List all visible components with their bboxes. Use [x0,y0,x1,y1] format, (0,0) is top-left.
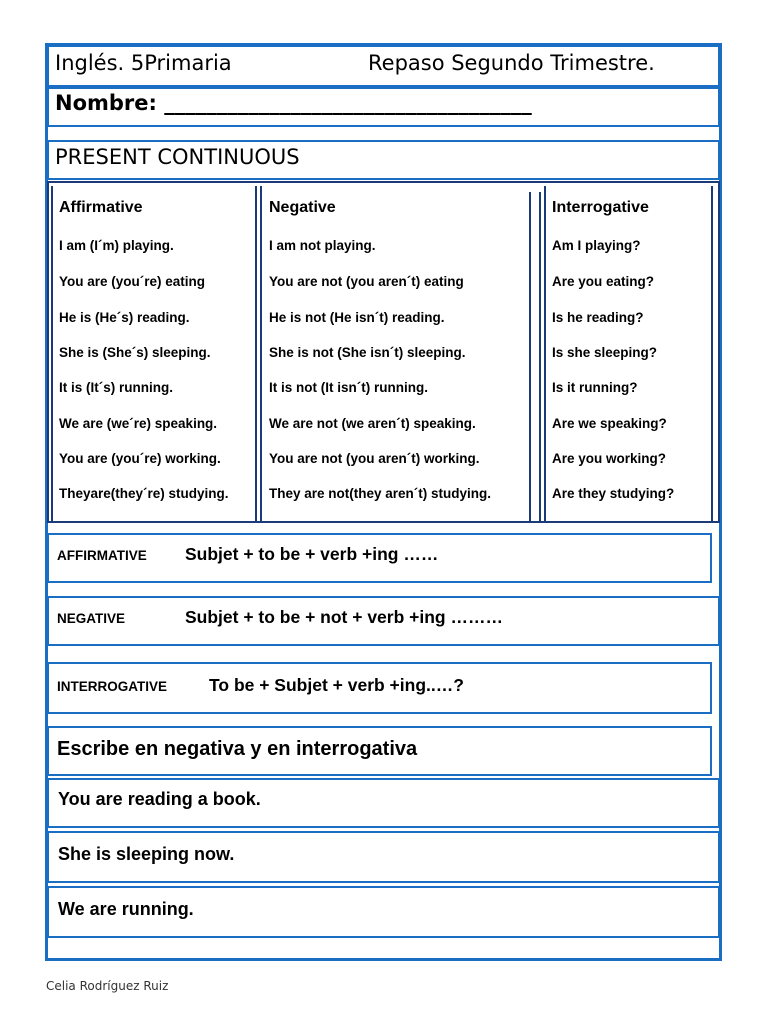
table-cell: He is not (He isn´t) reading. [269,310,445,325]
rule-formula: To be + Subjet + verb +ing..…? [209,675,464,695]
table-cell: Is it running? [552,380,638,395]
table-cell: Are you working? [552,451,667,466]
table-cell: You are not (you aren´t) eating [269,274,464,289]
table-cell: Are you eating? [552,274,655,289]
table-cell: You are not (you aren´t) working. [269,451,480,466]
exercise-sentence: We are running. [58,899,194,919]
table-divider [260,186,262,522]
table-cell: You are (you´re) working. [59,451,221,466]
exercise-instruction: Escribe en negativa y en interrogativa [57,738,418,760]
rule-formula: Subjet + to be + not + verb +ing ……… [185,607,503,627]
table-cell: We are (we´re) speaking. [59,416,218,431]
affirmative-heading: Affirmative [59,199,143,216]
table-divider [539,192,541,522]
table-cell: Are they studying? [552,486,675,501]
table-cell: She is (She´s) sleeping. [59,345,211,360]
interrogative-heading: Interrogative [552,199,649,216]
section-title: PRESENT CONTINUOUS [55,145,300,169]
table-cell: It is not (It isn´t) running. [269,380,428,395]
table-cell: Is he reading? [552,310,644,325]
table-divider [529,192,531,522]
author-footer: Celia Rodríguez Ruiz [46,979,169,993]
table-cell: It is (It´s) running. [59,380,173,395]
table-cell: Am I playing? [552,238,641,253]
table-cell: Are we speaking? [552,416,667,431]
table-cell: I am (I´m) playing. [59,238,174,253]
rule-label: INTERROGATIVE [57,679,168,694]
table-cell: She is not (She isn´t) sleeping. [269,345,466,360]
negative-heading: Negative [269,199,336,216]
rule-formula: Subjet + to be + verb +ing …… [185,544,439,564]
table-cell: You are (you´re) eating [59,274,206,289]
table-divider [544,186,546,522]
table-cell: He is (He´s) reading. [59,310,190,325]
table-divider [255,186,257,522]
table-divider [51,186,53,522]
table-cell: They are not(they aren´t) studying. [269,486,492,501]
name-field-label: Nombre: ___________________________________ [55,91,532,115]
rule-label: NEGATIVE [57,611,126,626]
exercise-sentence: You are reading a book. [58,789,261,809]
table-cell: I am not playing. [269,238,376,253]
rule-label: AFFIRMATIVE [57,548,147,563]
table-divider [711,186,713,522]
exercise-sentence: She is sleeping now. [58,844,235,864]
table-cell: Is she sleeping? [552,345,658,360]
table-cell: Theyare(they´re) studying. [59,486,229,501]
subject-title: Inglés. 5Primaria [55,51,232,75]
table-cell: We are not (we aren´t) speaking. [269,416,476,431]
review-title: Repaso Segundo Trimestre. [368,51,655,75]
